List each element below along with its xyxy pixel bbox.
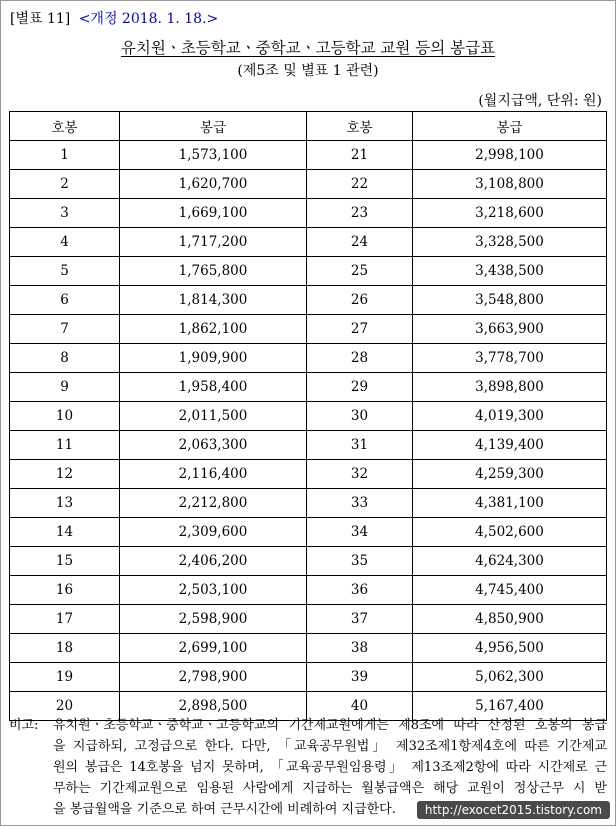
table-row bbox=[10, 141, 607, 170]
annex-header bbox=[10, 8, 218, 28]
step-cell: 32 bbox=[307, 460, 413, 489]
amount-cell: 3,548,800 bbox=[413, 286, 607, 315]
step-cell: 27 bbox=[307, 315, 413, 344]
amount-cell: 1,717,200 bbox=[120, 228, 307, 257]
step-cell: 35 bbox=[307, 547, 413, 576]
header-step-a: 호봉 bbox=[10, 112, 120, 141]
amount-cell: 3,778,700 bbox=[413, 344, 607, 373]
step-cell: 17 bbox=[10, 605, 120, 634]
step-cell: 8 bbox=[10, 344, 120, 373]
step-cell: 21 bbox=[307, 141, 413, 170]
step-cell: 10 bbox=[10, 402, 120, 431]
step-cell: 5 bbox=[10, 257, 120, 286]
step-cell: 13 bbox=[10, 489, 120, 518]
amount-cell: 4,502,600 bbox=[413, 518, 607, 547]
step-cell: 23 bbox=[307, 199, 413, 228]
step-cell: 38 bbox=[307, 634, 413, 663]
step-cell: 33 bbox=[307, 489, 413, 518]
step-cell: 4 bbox=[10, 228, 120, 257]
step-cell: 34 bbox=[307, 518, 413, 547]
amount-cell: 2,898,500 bbox=[120, 692, 307, 721]
amount-cell: 4,139,400 bbox=[413, 431, 607, 460]
amount-cell: 2,011,500 bbox=[120, 402, 307, 431]
step-cell: 14 bbox=[10, 518, 120, 547]
table-header-row bbox=[10, 112, 607, 141]
table-row bbox=[10, 170, 607, 199]
amount-cell: 3,898,800 bbox=[413, 373, 607, 402]
amount-cell: 1,573,100 bbox=[120, 141, 307, 170]
table-row bbox=[10, 576, 607, 605]
amount-cell: 4,259,300 bbox=[413, 460, 607, 489]
step-cell: 36 bbox=[307, 576, 413, 605]
step-cell: 37 bbox=[307, 605, 413, 634]
amount-cell: 2,798,900 bbox=[120, 663, 307, 692]
table-row bbox=[10, 344, 607, 373]
salary-table bbox=[9, 111, 607, 721]
header-amount-b: 봉급 bbox=[413, 112, 607, 141]
step-cell: 39 bbox=[307, 663, 413, 692]
amount-cell: 2,406,200 bbox=[120, 547, 307, 576]
table-row bbox=[10, 634, 607, 663]
amount-cell: 1,862,100 bbox=[120, 315, 307, 344]
step-cell: 20 bbox=[10, 692, 120, 721]
table-row bbox=[10, 460, 607, 489]
annex-label: [별표 11] bbox=[10, 11, 71, 27]
amount-cell: 3,218,600 bbox=[413, 199, 607, 228]
step-cell: 29 bbox=[307, 373, 413, 402]
amount-cell: 1,669,100 bbox=[120, 199, 307, 228]
table-row bbox=[10, 286, 607, 315]
table-row bbox=[10, 228, 607, 257]
document-subtitle: (제5조 및 별표 1 관련) bbox=[237, 63, 379, 79]
amount-cell: 2,309,600 bbox=[120, 518, 307, 547]
amendment-date: <개정 2018. 1. 18.> bbox=[78, 11, 219, 27]
table-row bbox=[10, 373, 607, 402]
table-row bbox=[10, 518, 607, 547]
amount-cell: 1,765,800 bbox=[120, 257, 307, 286]
step-cell: 15 bbox=[10, 547, 120, 576]
unit-label: (월지급액, 단위: 원) bbox=[478, 93, 602, 109]
remarks-line: 을 지급하되, 고정급으로 한다. 다만, 「교육공무원법」 제32조제1항제4호에 따른 기간제교 bbox=[53, 739, 607, 754]
step-cell: 24 bbox=[307, 228, 413, 257]
amount-cell: 4,850,900 bbox=[413, 605, 607, 634]
step-cell: 22 bbox=[307, 170, 413, 199]
watermark-url: http://exocet2015.tistory.com bbox=[417, 801, 610, 819]
amount-cell: 1,958,400 bbox=[120, 373, 307, 402]
step-cell: 18 bbox=[10, 634, 120, 663]
amount-cell: 3,663,900 bbox=[413, 315, 607, 344]
amount-cell: 2,212,800 bbox=[120, 489, 307, 518]
amount-cell: 2,699,100 bbox=[120, 634, 307, 663]
header-step-b: 호봉 bbox=[307, 112, 413, 141]
amount-cell: 4,745,400 bbox=[413, 576, 607, 605]
table-row bbox=[10, 489, 607, 518]
amount-cell: 1,620,700 bbox=[120, 170, 307, 199]
step-cell: 12 bbox=[10, 460, 120, 489]
table-row bbox=[10, 547, 607, 576]
remarks-line: 원의 봉급은 14호봉을 넘지 못하며, 「교육공무원임용령」 제13조제2항에 따라 시간제로 근 bbox=[53, 760, 607, 775]
amount-cell: 2,116,400 bbox=[120, 460, 307, 489]
table-row bbox=[10, 199, 607, 228]
remarks-line: 을 봉급월액을 기준으로 하여 근무시간에 비례하여 지급한다. bbox=[53, 802, 396, 817]
step-cell: 16 bbox=[10, 576, 120, 605]
amount-cell: 4,956,500 bbox=[413, 634, 607, 663]
step-cell: 31 bbox=[307, 431, 413, 460]
salary-table-body bbox=[10, 141, 607, 721]
step-cell: 6 bbox=[10, 286, 120, 315]
remarks-line: 유치원ㆍ초등학교ㆍ중학교ㆍ고등학교의 기간제교원에게는 제8조에 따라 산정된 호봉의 봉급 bbox=[53, 718, 607, 733]
document-title bbox=[0, 36, 616, 58]
amount-cell: 5,062,300 bbox=[413, 663, 607, 692]
amount-cell: 2,998,100 bbox=[413, 141, 607, 170]
amount-cell: 2,063,300 bbox=[120, 431, 307, 460]
amount-cell: 3,328,500 bbox=[413, 228, 607, 257]
amount-cell: 3,108,800 bbox=[413, 170, 607, 199]
header-amount-a: 봉급 bbox=[120, 112, 307, 141]
table-row bbox=[10, 402, 607, 431]
amount-cell: 4,624,300 bbox=[413, 547, 607, 576]
step-cell: 19 bbox=[10, 663, 120, 692]
amount-cell: 1,909,900 bbox=[120, 344, 307, 373]
step-cell: 40 bbox=[307, 692, 413, 721]
table-row bbox=[10, 663, 607, 692]
table-row bbox=[10, 257, 607, 286]
step-cell: 30 bbox=[307, 402, 413, 431]
amount-cell: 2,503,100 bbox=[120, 576, 307, 605]
table-row bbox=[10, 315, 607, 344]
table-row bbox=[10, 431, 607, 460]
step-cell: 2 bbox=[10, 170, 120, 199]
table-row bbox=[10, 605, 607, 634]
step-cell: 11 bbox=[10, 431, 120, 460]
step-cell: 1 bbox=[10, 141, 120, 170]
step-cell: 9 bbox=[10, 373, 120, 402]
remarks-label: 비고: bbox=[9, 718, 39, 733]
step-cell: 3 bbox=[10, 199, 120, 228]
amount-cell: 5,167,400 bbox=[413, 692, 607, 721]
step-cell: 25 bbox=[307, 257, 413, 286]
amount-cell: 1,814,300 bbox=[120, 286, 307, 315]
step-cell: 26 bbox=[307, 286, 413, 315]
remarks-line: 무하는 기간제교원으로 임용된 사람에게 지급하는 월봉급액은 해당 교원이 정상근무 시 받 bbox=[53, 781, 607, 796]
amount-cell: 4,381,100 bbox=[413, 489, 607, 518]
amount-cell: 3,438,500 bbox=[413, 257, 607, 286]
amount-cell: 4,019,300 bbox=[413, 402, 607, 431]
amount-cell: 2,598,900 bbox=[120, 605, 307, 634]
title-text: 유치원ㆍ초등학교ㆍ중학교ㆍ고등학교 교원 등의 봉급표 bbox=[120, 39, 496, 57]
step-cell: 7 bbox=[10, 315, 120, 344]
step-cell: 28 bbox=[307, 344, 413, 373]
